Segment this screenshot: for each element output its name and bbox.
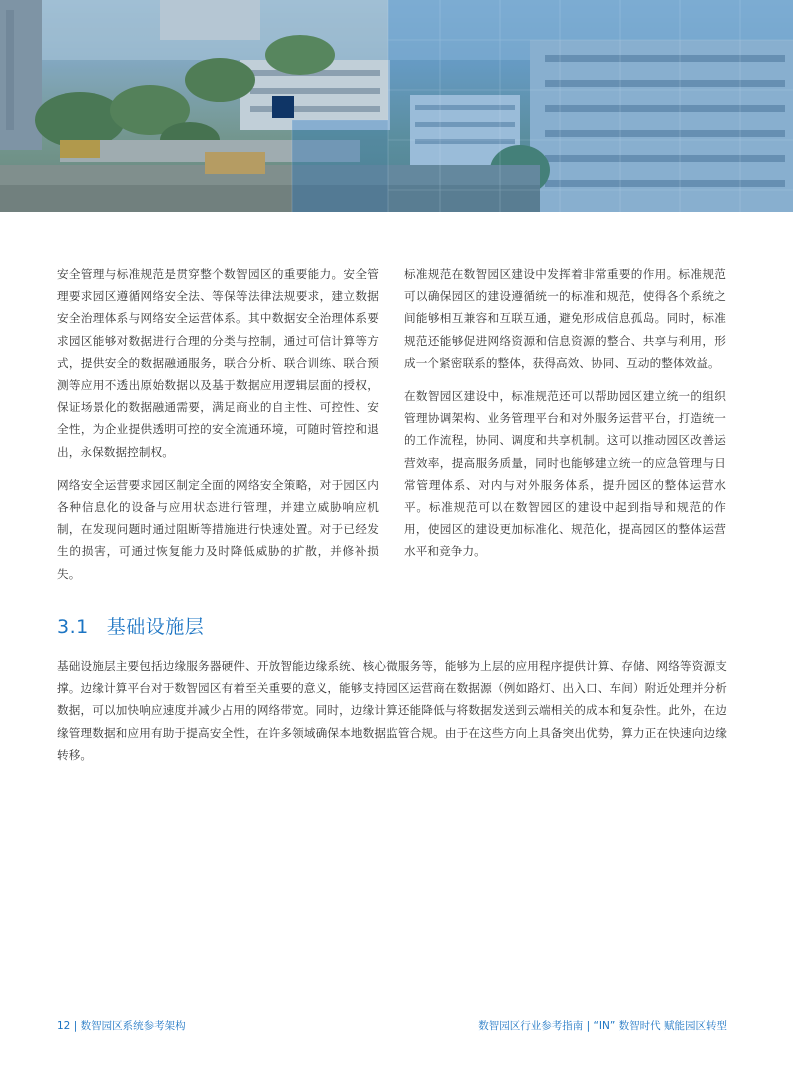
section-body: 基础设施层主要包括边缘服务器硬件、开放智能边缘系统、核心微服务等，能够为上层的应用程序提供计算、存储、网络等资源支撑。边缘计算平台对于数智园区有着至关重要的意义，能够支持园区运营商在数据源（例如路灯、出入口、车间）附近处理并分析数据，可以加快响应速度并减少占用的网络带宽。同时，边缘计算还能降低与将数据发送到云端相关的成本和复杂性。此外，在边缘管理数据和应用有助于提高安全性，在许多领域确保本地数据监管合规。由于在这些方向上具备突出优势，算力正在快速向边缘转移。 (57, 659, 727, 762)
paragraph: 安全管理与标准规范是贯穿整个数智园区的重要能力。安全管理要求园区遵循网络安全法、等保等法律法规要求，建立数据安全治理体系与网络安全运营体系。其中数据安全治理体系要求园区能够对数据进行合理的分类与控制，通过可信计算等方式，提供安全的数据融通服务，联合分析、联合训练、联合预测等应用不透出原始数据以及基于数据应用逻辑层面的授权，保证场景化的数据融通需要，满足商业的自主性、可控性、安全性，为企业提供透明可控的安全流通环境，可随时管控和退出，永保数据控制权。 (57, 267, 379, 459)
paragraph: 在数智园区建设中，标准规范还可以帮助园区建立统一的组织管理协调架构、业务管理平台和对外服务运营平台，打造统一的工作流程，协同、调度和共享机制。这可以推动园区改善运营效率，提高服务质量，同时也能够建立统一的应急管理与日常管理体系、对内与对外服务体系，提升园区的整体运营水平。标准规范可以在数智园区的建设中起到指导和规范的作用，使园区的建设更加标准化、规范化，提高园区的整体运营水平和竞争力。 (404, 389, 726, 559)
section-number: 3.1 (57, 616, 89, 638)
hero-image (0, 0, 793, 212)
campus-aerial-photo (0, 0, 793, 212)
footer-page-label: 12 | 数智园区系统参考架构 (57, 1020, 186, 1032)
paragraph: 标准规范在数智园区建设中发挥着非常重要的作用。标准规范可以确保园区的建设遵循统一的标准和规范，使得各个系统之间能够相互兼容和互联互通，避免形成信息孤岛。同时，标准规范还能够促进网络资源和信息资源的整合、共享与利用，形成一个紧密联系的整体，获得高效、协同、互动的整体效益。 (404, 267, 726, 370)
right-column (404, 263, 726, 574)
section-heading (57, 612, 204, 639)
section-title: 基础设施层 (106, 616, 205, 638)
paragraph: 网络安全运营要求园区制定全面的网络安全策略，对于园区内各种信息化的设备与应用状态进行管理，并建立威胁响应机制，在发现问题时通过阻断等措施进行快速处置。对于已经发生的损害，可通过恢复能力及时降低威胁的扩散，并修补损失。 (57, 477, 379, 581)
left-column (57, 263, 379, 596)
footer-doc-title: 数智园区行业参考指南 | “IN” 数智时代 赋能园区转型 (478, 1020, 727, 1032)
